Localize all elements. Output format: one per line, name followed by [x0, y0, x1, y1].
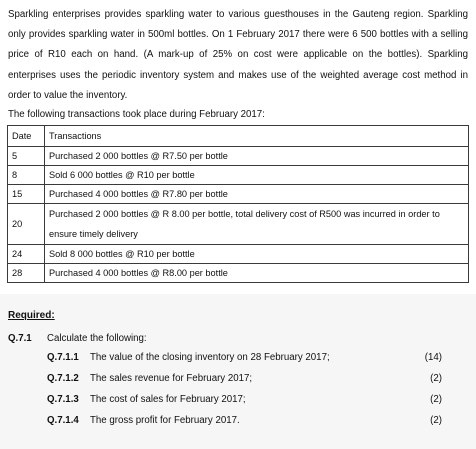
subquestion-marks: (14) — [424, 352, 442, 363]
row-date: 5 — [8, 147, 45, 166]
row-date: 20 — [8, 204, 45, 245]
required-heading: Required: — [8, 310, 55, 321]
row-transaction: Purchased 4 000 bottles @ R8.00 per bottle — [45, 264, 469, 283]
table-title: The following transactions took place during February 2017: — [8, 109, 265, 120]
subquestion-marks: (2) — [430, 373, 442, 384]
table-row — [8, 185, 469, 204]
question-number: Q.7.1 — [8, 333, 32, 344]
subquestion-row — [47, 391, 442, 409]
subquestion-text: The value of the closing inventory on 28 February 2017; — [90, 352, 330, 363]
table-row — [8, 166, 469, 185]
table-row — [8, 264, 469, 283]
subquestion-number: Q.7.1.4 — [47, 415, 79, 426]
row-transaction: Purchased 2 000 bottles @ R7.50 per bottle — [45, 147, 469, 166]
row-transaction: Purchased 2 000 bottles @ R 8.00 per bottle, total delivery cost of R500 was incurred in order to ensure timely delivery — [45, 204, 469, 245]
subquestion-row — [47, 370, 442, 388]
row-date: 28 — [8, 264, 45, 283]
subquestion-text: The cost of sales for February 2017; — [90, 394, 246, 405]
table-header-row — [8, 126, 469, 147]
subquestion-marks: (2) — [430, 394, 442, 405]
row-date: 8 — [8, 166, 45, 185]
subquestion-number: Q.7.1.3 — [47, 394, 79, 405]
table-row — [8, 245, 469, 264]
header-transactions: Transactions — [45, 126, 469, 147]
row-transaction: Sold 6 000 bottles @ R10 per bottle — [45, 166, 469, 185]
intro-paragraph: Sparkling enterprises provides sparkling water to various guesthouses in the Gauteng region. Sparkling only provides sparkling water in 500ml bottles. On 1 February 2017 there were 6 500 bottles with a selling price of R10 each on hand. (A mark-up of 25% on cost were applicable on the bottles). Sparkling enterprises uses the periodic inventory system and makes use of the weighted average cost method in order to value the inventory. — [8, 9, 468, 101]
table-row — [8, 204, 469, 245]
row-date: 15 — [8, 185, 45, 204]
header-date: Date — [8, 126, 45, 147]
table-row — [8, 147, 469, 166]
row-transaction: Sold 8 000 bottles @ R10 per bottle — [45, 245, 469, 264]
subquestion-text: The gross profit for February 2017. — [90, 415, 240, 426]
transactions-table — [7, 125, 469, 283]
subquestion-number: Q.7.1.1 — [47, 352, 79, 363]
subquestion-row — [47, 412, 442, 430]
row-transaction: Purchased 4 000 bottles @ R7.80 per bottle — [45, 185, 469, 204]
subquestion-marks: (2) — [430, 415, 442, 426]
row-date: 24 — [8, 245, 45, 264]
question-intro: Calculate the following: — [47, 333, 147, 344]
subquestion-number: Q.7.1.2 — [47, 373, 79, 384]
subquestion-text: The sales revenue for February 2017; — [90, 373, 253, 384]
subquestion-row — [47, 349, 442, 367]
